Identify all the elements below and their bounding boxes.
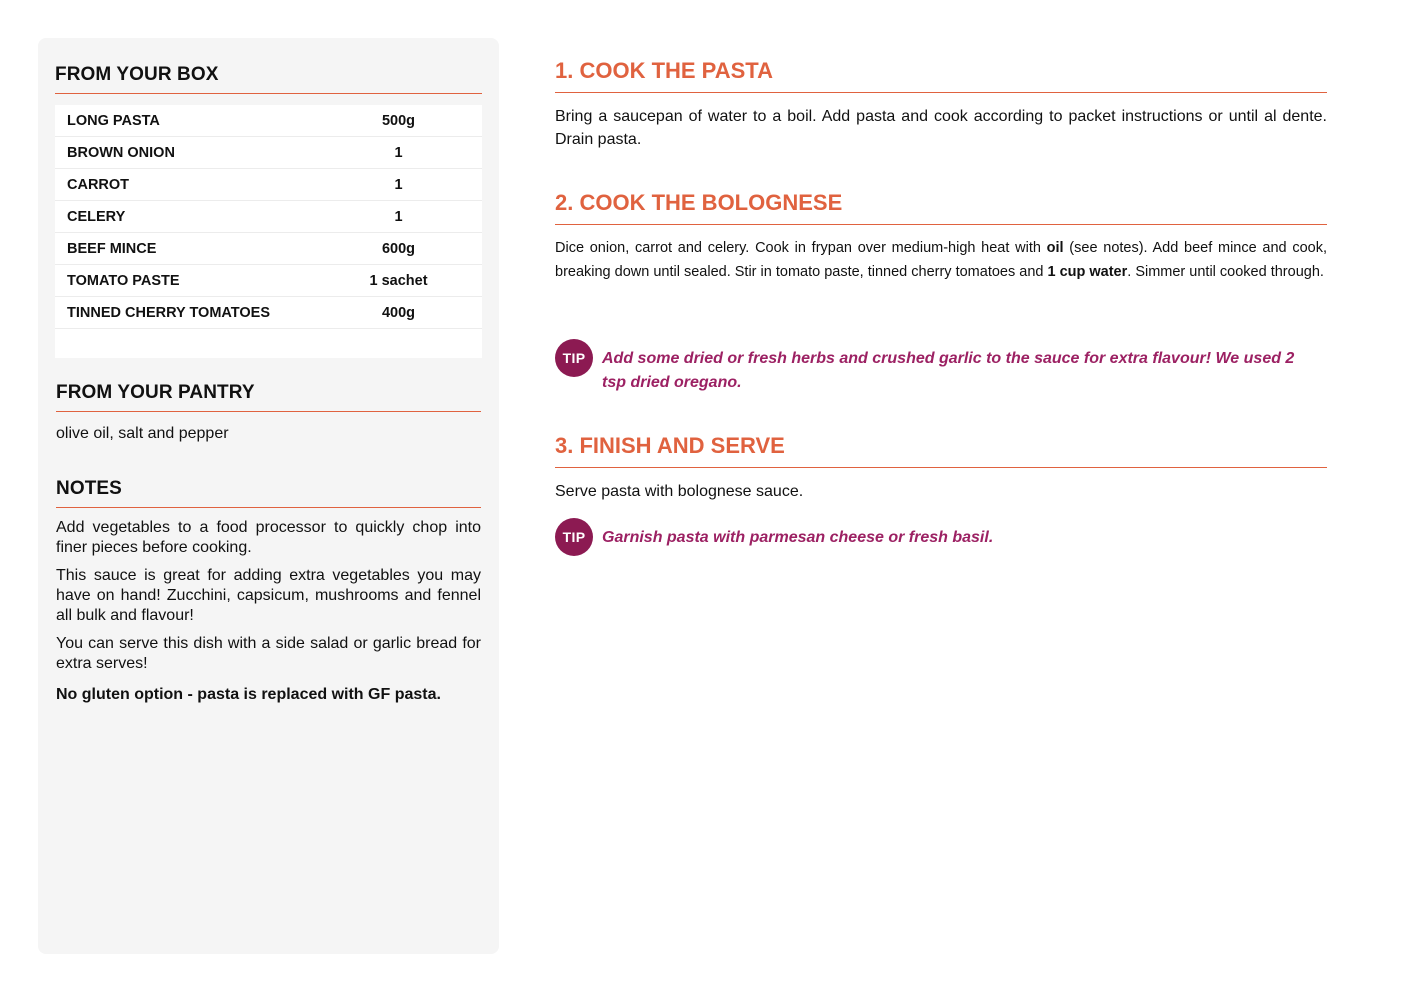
tip-badge: TIP bbox=[555, 518, 593, 556]
gluten-free-note: No gluten option - pasta is replaced with GF pasta. bbox=[56, 686, 441, 703]
step-1 bbox=[555, 58, 1327, 151]
ingredient-row bbox=[55, 201, 482, 233]
tip-text: Add some dried or fresh herbs and crushed garlic to the sauce for extra flavour! We used 2 tsp dried oregano. bbox=[602, 350, 1295, 391]
pantry-items: olive oil, salt and pepper bbox=[56, 425, 229, 442]
ingredient-qty: 1 sachet bbox=[369, 272, 428, 289]
ingredient-name: TINNED CHERRY TOMATOES bbox=[67, 304, 271, 321]
from-your-pantry-title: FROM YOUR PANTRY bbox=[56, 382, 481, 412]
ingredients-panel bbox=[38, 38, 499, 954]
ingredient-row bbox=[55, 137, 482, 169]
tip-2 bbox=[555, 518, 1327, 556]
note-paragraph: You can serve this dish with a side salad or garlic bread for extra serves! bbox=[56, 635, 481, 672]
from-your-box-section bbox=[55, 64, 482, 94]
step-title: 2. COOK THE BOLOGNESE bbox=[555, 190, 1327, 225]
notes-title: NOTES bbox=[56, 478, 481, 508]
step-text-part: (see notes). Add beef mince and cook, breaking down until sealed. Stir in tomato paste, tinned cherry tomatoes and bbox=[555, 240, 1327, 280]
notes-section bbox=[56, 478, 481, 508]
step-text bbox=[555, 237, 1327, 284]
step-title: 1. COOK THE PASTA bbox=[555, 58, 1327, 93]
tip-text: Garnish pasta with parmesan cheese or fresh basil. bbox=[602, 529, 994, 546]
ingredient-table bbox=[55, 105, 482, 358]
step-text-part: . Simmer until cooked through. bbox=[1127, 263, 1324, 280]
tip-1 bbox=[555, 339, 1327, 395]
note-paragraph: Add vegetables to a food processor to quickly chop into finer pieces before cooking. bbox=[56, 519, 481, 556]
ingredient-name: CELERY bbox=[67, 208, 126, 225]
step-text-part: Dice onion, carrot and celery. Cook in frypan over medium-high heat with bbox=[555, 240, 1047, 256]
tip-badge: TIP bbox=[555, 339, 593, 377]
ingredient-qty: 1 bbox=[394, 176, 403, 193]
note-paragraph: This sauce is great for adding extra vegetables you may have on hand! Zucchini, capsicum, mushrooms and fennel all bulk and flavour! bbox=[56, 567, 481, 624]
step-text: Bring a saucepan of water to a boil. Add pasta and cook according to packet instructions or until al dente. Drain pasta. bbox=[555, 108, 1327, 148]
ingredient-qty: 1 bbox=[394, 144, 403, 161]
ingredient-name: BEEF MINCE bbox=[67, 240, 157, 257]
step-3 bbox=[555, 433, 1327, 503]
ingredient-row bbox=[55, 297, 482, 329]
ingredient-row bbox=[55, 233, 482, 265]
step-text: Serve pasta with bolognese sauce. bbox=[555, 483, 804, 500]
ingredient-name: BROWN ONION bbox=[67, 144, 175, 161]
step-text-bold: oil bbox=[1046, 240, 1064, 256]
from-your-box-title: FROM YOUR BOX bbox=[55, 64, 482, 94]
ingredient-name: LONG PASTA bbox=[67, 112, 160, 129]
notes-body bbox=[56, 518, 481, 713]
step-text-bold: 1 cup water bbox=[1047, 263, 1128, 280]
ingredient-qty: 400g bbox=[381, 304, 416, 321]
step-title: 3. FINISH AND SERVE bbox=[555, 433, 1327, 468]
from-your-pantry-section bbox=[56, 382, 481, 412]
ingredient-qty: 500g bbox=[381, 112, 416, 129]
ingredient-qty: 600g bbox=[381, 240, 416, 257]
ingredient-row bbox=[55, 105, 482, 137]
ingredient-name: TOMATO PASTE bbox=[67, 272, 180, 289]
ingredient-qty: 1 bbox=[394, 208, 403, 225]
ingredient-row bbox=[55, 169, 482, 201]
ingredient-row bbox=[55, 265, 482, 297]
ingredient-name: CARROT bbox=[67, 176, 130, 193]
step-2 bbox=[555, 190, 1327, 284]
